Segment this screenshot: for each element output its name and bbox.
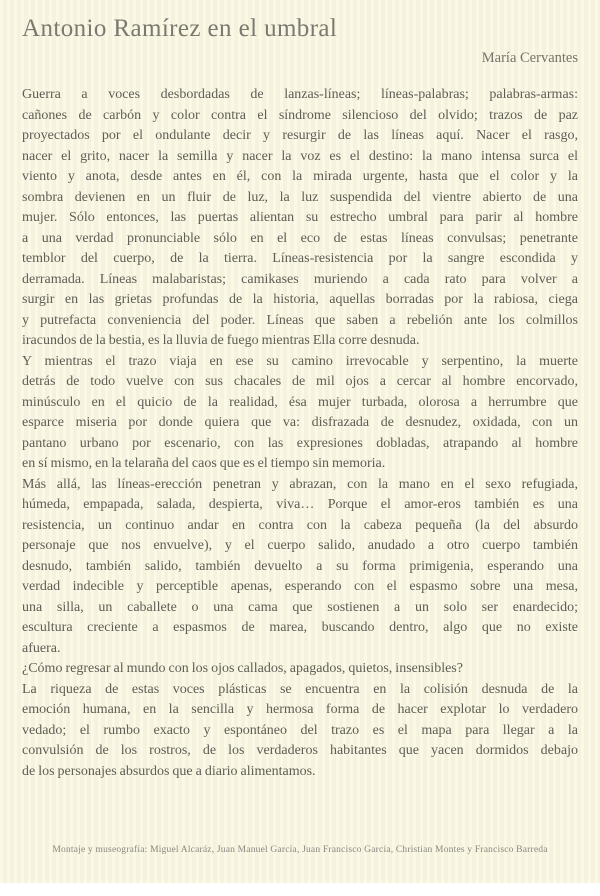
text-line: cañones de carbón y color contra el síndrome silencioso del olvido; trazos de paz bbox=[22, 107, 578, 123]
text-line: pantano urbano por escenario, con las expresiones dobladas, atrapando al hombre bbox=[22, 435, 578, 451]
scan-edge bbox=[0, 883, 600, 896]
text-line: proyectados por el ondulante decir y resurgir de las líneas aquí. Nacer el rasgo, bbox=[22, 128, 578, 143]
text-line: La riqueza de estas voces plásticas se encuentra en la colisión desnuda de la bbox=[22, 681, 578, 697]
text-line: Más allá, las líneas-erección penetran y abrazan, con la mano en el sexo refugiada, bbox=[22, 476, 578, 492]
credits-footer: Montaje y museografía: Miguel Alcaráz, Juan Manuel García, Juan Francisco García, Christian Montes y Francisco Barreda bbox=[52, 845, 548, 855]
text-line: Guerra a voces desbordadas de lanzas-líneas; líneas-palabras; palabras-armas: bbox=[22, 87, 578, 102]
text-line: a una verdad pronunciable sólo en el eco de estas líneas convulsas; penetrante bbox=[22, 230, 578, 246]
text-line: temblor del cuerpo, de la tierra. Líneas-resistencia por la sangre escondida y bbox=[22, 251, 578, 266]
text-line: desnudo, también salido, también devuelto a su forma primigenia, esperando una bbox=[22, 558, 578, 574]
text-line: esparce miseria por donde quiera que va: disfrazada de desnudez, oxidada, con un bbox=[22, 415, 578, 430]
text-line: derramada. Líneas malabaristas; camikases muriendo a cada rato para volver a bbox=[22, 271, 578, 287]
page-title: Antonio Ramírez en el umbral bbox=[22, 15, 338, 42]
text-line: mujer. Sólo entonces, las puertas alientan su estrecho umbral para parir al hombre bbox=[22, 210, 578, 225]
text-line: en sí mismo, en la telaraña del caos que es el tiempo sin memoria. bbox=[22, 456, 386, 471]
text-line: una silla, un caballete o una cama que sostienen a un solo ser enardecido; bbox=[22, 599, 578, 615]
author-byline: María Cervantes bbox=[481, 50, 578, 66]
text-line: resistencia, un continuo andar en contra con la cabeza pequeña (la del absurdo bbox=[22, 517, 578, 533]
text-line: emoción humana, en la sencilla y hermosa forma de hacer explotar lo verdadero bbox=[22, 702, 578, 717]
text-line: iracundos de la bestia, es la lluvia de fuego mientras Ella corre desnuda. bbox=[22, 333, 420, 348]
text-line: minúsculo en el quicio de la realidad, ésa mujer turbada, olorosa a herrumbre que bbox=[22, 394, 578, 410]
text-line: escultura creciente a espasmos de marea, buscando dentro, algo que no existe bbox=[22, 620, 578, 635]
text-line: de los personajes absurdos que a diario alimentamos. bbox=[22, 763, 316, 779]
text-line: verdad indecible y perceptible apenas, esperando con el espasmo sobre una mesa, bbox=[22, 579, 578, 594]
text-line: Y mientras el trazo viaja en ese su camino irrevocable y serpentino, la muerte bbox=[22, 353, 578, 369]
text-line: y putrefacta conveniencia del poder. Líneas que saben a rebelión ante los colmillos bbox=[22, 312, 578, 328]
text-line: personaje que nos envuelve), y el cuerpo salido, anudado a otro cuerpo también bbox=[22, 538, 578, 553]
text-line: nacer el grito, nacer la semilla y nacer la voz es el destino: la mano intensa surca el bbox=[22, 148, 578, 164]
text-line: vedado; el rumbo exacto y espontáneo del trazo es el mapa para llegar a la bbox=[22, 722, 578, 738]
article-body bbox=[22, 85, 578, 782]
text-line: detrás de todo vuelve con sus chacales de mil ojos a cercar al hombre encorvado, bbox=[22, 374, 578, 389]
text-line: surgir en las grietas profundas de la historia, aquellas borradas por la rabiosa, ciega bbox=[22, 292, 578, 307]
page-content bbox=[22, 0, 578, 782]
text-line: húmeda, empapada, salada, despierta, viva… Porque el amor-eros también es una bbox=[22, 497, 578, 512]
text-line: ¿Cómo regresar al mundo con los ojos callados, apagados, quietos, insensibles? bbox=[22, 661, 463, 676]
text-line: sombra devienen en un fluir de luz, la luz suspendida del vientre abierto de una bbox=[22, 189, 578, 205]
text-line: convulsión de los rostros, de los verdaderos habitantes que yacen dormidos debajo bbox=[22, 743, 578, 758]
text-line: afuera. bbox=[22, 640, 61, 656]
text-line: viento y anota, desde antes en él, con la mirada urgente, hasta que el color y la bbox=[22, 169, 578, 184]
